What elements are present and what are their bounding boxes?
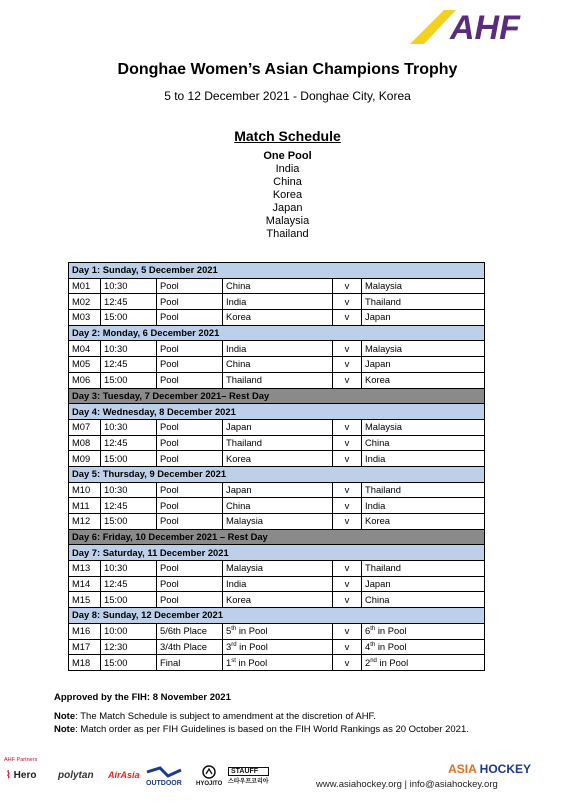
day-label: Day 3: Tuesday, 7 December 2021– Rest Day xyxy=(69,388,485,404)
match-row xyxy=(69,514,485,530)
ahf-logo xyxy=(410,8,565,44)
match-id: M01 xyxy=(69,278,101,294)
match-id: M09 xyxy=(69,451,101,467)
match-stage: Pool xyxy=(157,514,223,530)
match-team-a: Thailand xyxy=(223,372,333,388)
match-team-b: Korea xyxy=(362,514,485,530)
match-time: 15:00 xyxy=(101,310,157,326)
match-team-a: India xyxy=(223,341,333,357)
match-id: M14 xyxy=(69,576,101,592)
rest-day-row xyxy=(69,388,485,404)
match-team-a: China xyxy=(223,278,333,294)
match-versus: v xyxy=(333,435,362,451)
match-row xyxy=(69,357,485,373)
airasia-logo: AirAsia xyxy=(108,770,140,780)
match-row xyxy=(69,294,485,310)
match-time: 15:00 xyxy=(101,372,157,388)
match-team-a: 1st in Pool xyxy=(223,655,333,671)
match-versus: v xyxy=(333,639,362,655)
match-team-a: Japan xyxy=(223,482,333,498)
match-team-a: 3rd in Pool xyxy=(223,639,333,655)
match-team-b: Malaysia xyxy=(362,278,485,294)
match-id: M10 xyxy=(69,482,101,498)
match-id: M07 xyxy=(69,419,101,435)
match-time: 12:30 xyxy=(101,639,157,655)
match-versus: v xyxy=(333,419,362,435)
match-row xyxy=(69,310,485,326)
match-row xyxy=(69,482,485,498)
outdoor-logo: OUTDOOR xyxy=(146,766,182,787)
match-team-a: Malaysia xyxy=(223,514,333,530)
note-2: Note: Match order as per FIH Guidelines is based on the FIH World Rankings as 20 October 2021. xyxy=(54,724,469,735)
match-team-b: Japan xyxy=(362,310,485,326)
day-label: Day 8: Sunday, 12 December 2021 xyxy=(69,608,485,624)
match-time: 12:45 xyxy=(101,357,157,373)
match-stage: Pool xyxy=(157,451,223,467)
match-team-a: China xyxy=(223,357,333,373)
match-versus: v xyxy=(333,278,362,294)
match-versus: v xyxy=(333,576,362,592)
day-header-row xyxy=(69,545,485,561)
match-team-a: Korea xyxy=(223,310,333,326)
partners-label: AHF Partners xyxy=(4,757,38,763)
match-time: 12:45 xyxy=(101,576,157,592)
match-team-b: Korea xyxy=(362,372,485,388)
match-schedule-table xyxy=(68,262,485,671)
match-row xyxy=(69,655,485,671)
stauff-logo: STAUFF 스타우프코리아 xyxy=(228,768,269,785)
match-stage: Pool xyxy=(157,498,223,514)
pool-team: India xyxy=(275,163,300,175)
match-row xyxy=(69,639,485,655)
match-versus: v xyxy=(333,341,362,357)
document-subtitle: 5 to 12 December 2021 - Donghae City, Korea xyxy=(164,89,411,103)
match-time: 15:00 xyxy=(101,592,157,608)
hero-logo: ⌇ Hero xyxy=(6,770,37,781)
day-header-row xyxy=(69,404,485,420)
match-team-a: Korea xyxy=(223,451,333,467)
match-versus: v xyxy=(333,372,362,388)
day-label: Day 2: Monday, 6 December 2021 xyxy=(69,325,485,341)
ahf-logo-text: AHF xyxy=(450,9,520,44)
match-team-a: Japan xyxy=(223,419,333,435)
match-time: 15:00 xyxy=(101,514,157,530)
match-versus: v xyxy=(333,592,362,608)
match-row xyxy=(69,341,485,357)
note-1: Note: The Match Schedule is subject to amendment at the discretion of AHF. xyxy=(54,711,376,722)
asia-hockey-brand: ASIA HOCKEY xyxy=(448,762,531,776)
match-team-b: 6th in Pool xyxy=(362,623,485,639)
match-row xyxy=(69,451,485,467)
match-id: M04 xyxy=(69,341,101,357)
document-title: Donghae Women’s Asian Champions Trophy xyxy=(117,61,458,78)
match-id: M06 xyxy=(69,372,101,388)
match-stage: Pool xyxy=(157,341,223,357)
match-id: M03 xyxy=(69,310,101,326)
match-stage: 3/4th Place xyxy=(157,639,223,655)
polytan-logo: polytan xyxy=(58,770,94,781)
footer-website-link[interactable]: www.asiahockey.org | info@asiahockey.org xyxy=(316,779,498,790)
hyojito-emblem-icon xyxy=(201,765,217,779)
rest-day-row xyxy=(69,529,485,545)
day-label: Day 1: Sunday, 5 December 2021 xyxy=(69,263,485,279)
match-team-a: China xyxy=(223,498,333,514)
pool-team: China xyxy=(273,176,302,188)
schedule-heading: Match Schedule xyxy=(234,128,341,144)
day-label: Day 5: Thursday, 9 December 2021 xyxy=(69,466,485,482)
day-header-row xyxy=(69,466,485,482)
match-team-a: 5th in Pool xyxy=(223,623,333,639)
match-id: M11 xyxy=(69,498,101,514)
match-row xyxy=(69,278,485,294)
match-versus: v xyxy=(333,482,362,498)
match-id: M05 xyxy=(69,357,101,373)
match-stage: Pool xyxy=(157,372,223,388)
match-versus: v xyxy=(333,655,362,671)
match-id: M02 xyxy=(69,294,101,310)
match-versus: v xyxy=(333,294,362,310)
match-id: M12 xyxy=(69,514,101,530)
match-row xyxy=(69,592,485,608)
match-versus: v xyxy=(333,310,362,326)
match-stage: Pool xyxy=(157,419,223,435)
match-stage: Pool xyxy=(157,278,223,294)
match-team-b: Malaysia xyxy=(362,341,485,357)
match-versus: v xyxy=(333,623,362,639)
match-stage: Pool xyxy=(157,357,223,373)
match-time: 15:00 xyxy=(101,451,157,467)
match-team-b: Thailand xyxy=(362,294,485,310)
match-id: M13 xyxy=(69,561,101,577)
day-label: Day 7: Saturday, 11 December 2021 xyxy=(69,545,485,561)
match-stage: 5/6th Place xyxy=(157,623,223,639)
match-team-b: 4th in Pool xyxy=(362,639,485,655)
match-versus: v xyxy=(333,561,362,577)
match-stage: Pool xyxy=(157,310,223,326)
match-versus: v xyxy=(333,451,362,467)
match-stage: Pool xyxy=(157,576,223,592)
match-team-b: Thailand xyxy=(362,482,485,498)
match-team-b: Thailand xyxy=(362,561,485,577)
pool-team: Thailand xyxy=(266,228,309,240)
match-stage: Pool xyxy=(157,561,223,577)
match-row xyxy=(69,561,485,577)
day-header-row xyxy=(69,263,485,279)
pool-team: Malaysia xyxy=(265,215,310,227)
match-stage: Pool xyxy=(157,482,223,498)
match-team-a: India xyxy=(223,576,333,592)
match-time: 10:30 xyxy=(101,561,157,577)
match-row xyxy=(69,372,485,388)
match-time: 10:30 xyxy=(101,341,157,357)
match-team-b: Japan xyxy=(362,576,485,592)
day-header-row xyxy=(69,608,485,624)
pool-team: Japan xyxy=(272,202,303,214)
match-row xyxy=(69,419,485,435)
match-row xyxy=(69,576,485,592)
match-stage: Pool xyxy=(157,592,223,608)
match-team-a: Korea xyxy=(223,592,333,608)
match-team-b: China xyxy=(362,435,485,451)
day-header-row xyxy=(69,325,485,341)
match-id: M15 xyxy=(69,592,101,608)
day-label: Day 4: Wednesday, 8 December 2021 xyxy=(69,404,485,420)
match-time: 10:30 xyxy=(101,482,157,498)
match-team-a: Thailand xyxy=(223,435,333,451)
day-label: Day 6: Friday, 10 December 2021 – Rest Day xyxy=(69,529,485,545)
match-team-b: Malaysia xyxy=(362,419,485,435)
pool-heading: One Pool xyxy=(263,150,312,162)
match-stage: Pool xyxy=(157,294,223,310)
outdoor-swoosh-icon xyxy=(146,766,182,778)
match-team-b: 2nd in Pool xyxy=(362,655,485,671)
match-versus: v xyxy=(333,514,362,530)
match-versus: v xyxy=(333,498,362,514)
match-stage: Pool xyxy=(157,435,223,451)
match-id: M18 xyxy=(69,655,101,671)
match-team-b: India xyxy=(362,451,485,467)
match-id: M17 xyxy=(69,639,101,655)
hyojito-logo: HYOJITO xyxy=(196,765,222,787)
match-row xyxy=(69,435,485,451)
match-stage: Final xyxy=(157,655,223,671)
match-team-b: China xyxy=(362,592,485,608)
match-time: 12:45 xyxy=(101,498,157,514)
match-row xyxy=(69,498,485,514)
match-row xyxy=(69,623,485,639)
match-time: 15:00 xyxy=(101,655,157,671)
match-time: 10:00 xyxy=(101,623,157,639)
pool-team: Korea xyxy=(272,189,303,201)
approval-line: Approved by the FIH: 8 November 2021 xyxy=(54,692,231,703)
match-team-b: India xyxy=(362,498,485,514)
match-team-a: Malaysia xyxy=(223,561,333,577)
match-time: 12:45 xyxy=(101,294,157,310)
match-time: 12:45 xyxy=(101,435,157,451)
match-team-b: Japan xyxy=(362,357,485,373)
match-id: M08 xyxy=(69,435,101,451)
match-time: 10:30 xyxy=(101,419,157,435)
match-versus: v xyxy=(333,357,362,373)
match-time: 10:30 xyxy=(101,278,157,294)
match-team-a: India xyxy=(223,294,333,310)
match-id: M16 xyxy=(69,623,101,639)
pool-list xyxy=(0,150,575,241)
